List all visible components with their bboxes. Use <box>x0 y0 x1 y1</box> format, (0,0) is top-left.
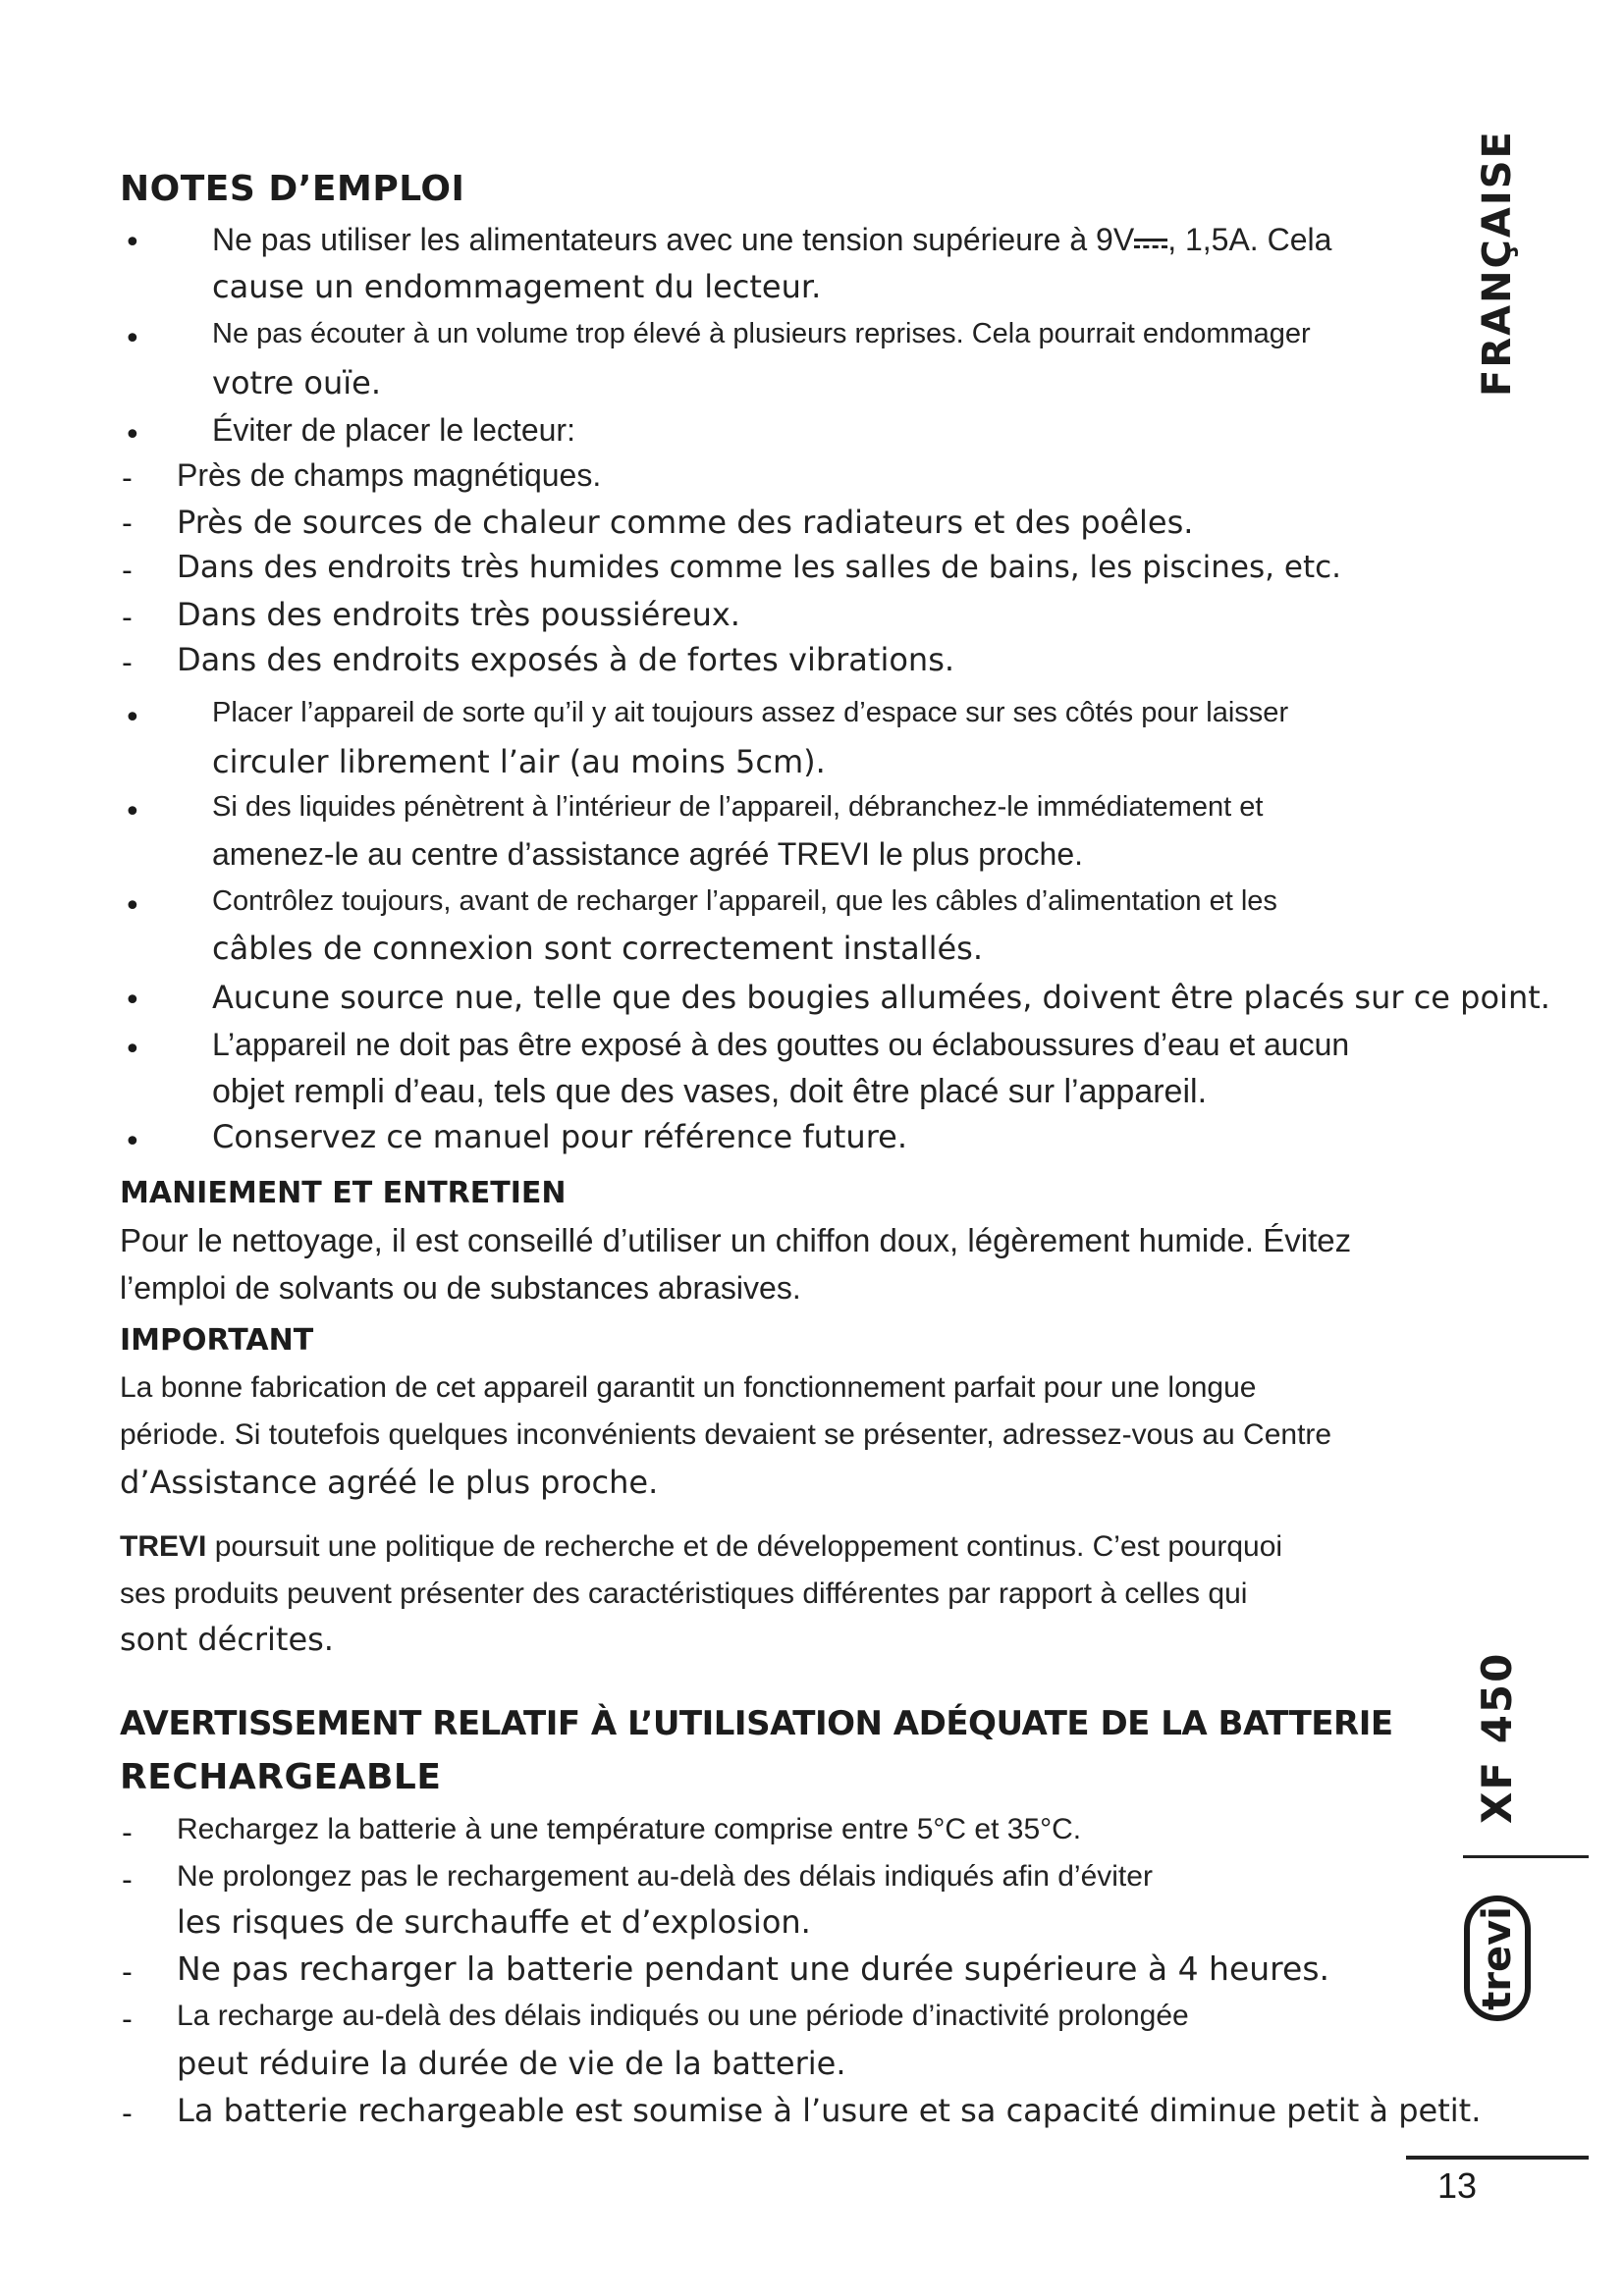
important-line: période. Si toutefois quelques inconvénients devaient se présenter, adressez-vous au Centre <box>120 1418 1332 1451</box>
side-divider-top <box>1463 1855 1589 1858</box>
brand-name: TREVI <box>120 1530 207 1563</box>
care-line: Pour le nettoyage, il est conseillé d’utiliser un chiffon doux, légèrement humide. Évitez <box>120 1222 1352 1258</box>
section-title-battery-2: RECHARGEABLE <box>120 1757 442 1797</box>
svg-text:trevi: trevi <box>1475 1906 1520 2010</box>
trevi-line: sont décrites. <box>120 1621 334 1658</box>
dash: - <box>122 2097 133 2131</box>
notes-text: Ne pas utiliser les alimentateurs avec une tension supérieure à 9V <box>212 222 1135 257</box>
notes-line: Ne pas écouter à un volume trop élevé à plusieurs reprises. Cela pourrait endommager <box>212 318 1311 349</box>
bullet: • <box>124 1033 141 1067</box>
notes-line: Si des liquides pénètrent à l’intérieur de l’appareil, débranchez-le immédiatement et <box>212 791 1264 823</box>
battery-line: peut réduire la durée de vie de la batterie. <box>177 2045 846 2082</box>
dc-symbol-icon <box>1134 233 1167 252</box>
bullet: • <box>124 418 141 453</box>
dash: - <box>122 507 133 541</box>
battery-line: La batterie rechargeable est soumise à l’usure et sa capacité diminue petit à petit. <box>177 2092 1482 2129</box>
dash: - <box>122 554 133 588</box>
notes-line: Aucune source nue, telle que des bougies allumées, doivent être placés sur ce point. <box>212 979 1550 1016</box>
section-title-important: IMPORTANT <box>120 1323 314 1358</box>
page-number: 13 <box>1437 2165 1478 2206</box>
bullet: • <box>124 795 141 829</box>
notes-line: Conservez ce manuel pour référence future. <box>212 1118 908 1155</box>
trevi-line <box>120 1527 1282 1567</box>
notes-line: Placer l’appareil de sorte qu’il y ait toujours assez d’espace sur ses côtés pour laisser <box>212 697 1289 728</box>
notes-line: Contrôlez toujours, avant de recharger l’appareil, que les câbles d’alimentation et les <box>212 885 1277 917</box>
important-line: d’Assistance agréé le plus proche. <box>120 1464 659 1501</box>
battery-line: les risques de surchauffe et d’explosion. <box>177 1903 811 1941</box>
notes-line: cause un endommagement du lecteur. <box>212 268 822 305</box>
page-number-rule <box>1406 2156 1589 2160</box>
battery-line: Ne pas recharger la batterie pendant une durée supérieure à 4 heures. <box>177 1949 1330 1988</box>
notes-line: Près de sources de chaleur comme des radiateurs et des poêles. <box>177 504 1194 541</box>
model-label: XF 450 <box>1473 1651 1521 1824</box>
dash: - <box>122 1955 133 1990</box>
trevi-logo <box>1463 1895 1532 2022</box>
care-line: l’emploi de solvants ou de substances abrasives. <box>120 1270 801 1306</box>
dash: - <box>122 601 133 635</box>
bullet: • <box>124 322 141 356</box>
trevi-text: poursuit une politique de recherche et de développement continus. C’est pourquoi <box>206 1530 1283 1563</box>
battery-line: La recharge au-delà des délais indiqués ou une période d’inactivité prolongée <box>177 2000 1189 2032</box>
bullet: • <box>124 984 141 1018</box>
notes-line: Dans des endroits très poussiéreux. <box>177 596 740 633</box>
notes-line <box>212 220 1331 259</box>
section-title-care: MANIEMENT ET ENTRETIEN <box>120 1176 567 1210</box>
important-line: La bonne fabrication de cet appareil garantit un fonctionnement parfait pour une longue <box>120 1371 1257 1404</box>
dash: - <box>122 461 133 496</box>
dash: - <box>122 1863 133 1897</box>
notes-line: Près de champs magnétiques. <box>177 457 602 493</box>
notes-line: objet rempli d’eau, tels que des vases, doit être placé sur l’appareil. <box>212 1073 1208 1110</box>
section-title-battery: AVERTISSEMENT RELATIF À L’UTILISATION ADÉQUATE DE LA BATTERIE <box>120 1704 1393 1743</box>
notes-line: Éviter de placer le lecteur: <box>212 412 575 448</box>
notes-line: amenez-le au centre d’assistance agréé TREVI le plus proche. <box>212 836 1083 872</box>
dash: - <box>122 646 133 680</box>
trevi-line: ses produits peuvent présenter des caractéristiques différentes par rapport à celles qui <box>120 1577 1248 1610</box>
bullet: • <box>124 1125 141 1159</box>
bullet: • <box>124 889 141 924</box>
notes-line: câbles de connexion sont correctement installés. <box>212 930 983 967</box>
notes-line: votre ouïe. <box>212 364 381 401</box>
section-title-notes: NOTES D’EMPLOI <box>120 169 465 209</box>
notes-line: Dans des endroits très humides comme les salles de bains, les piscines, etc. <box>177 550 1341 585</box>
bullet: • <box>124 701 141 735</box>
bullet: • <box>124 226 141 260</box>
dash: - <box>122 1816 133 1850</box>
notes-line: L’appareil ne doit pas être exposé à des gouttes ou éclaboussures d’eau et aucun <box>212 1027 1350 1062</box>
language-tab: FRANÇAISE <box>1475 130 1520 397</box>
notes-line: Dans des endroits exposés à de fortes vibrations. <box>177 641 955 678</box>
notes-text: , 1,5A. Cela <box>1167 222 1332 257</box>
battery-line: Ne prolongez pas le rechargement au-delà des délais indiqués afin d’éviter <box>177 1860 1153 1893</box>
battery-line: Rechargez la batterie à une température comprise entre 5°C et 35°C. <box>177 1813 1082 1845</box>
dash: - <box>122 2002 133 2037</box>
notes-line: circuler librement l’air (au moins 5cm). <box>212 743 826 780</box>
